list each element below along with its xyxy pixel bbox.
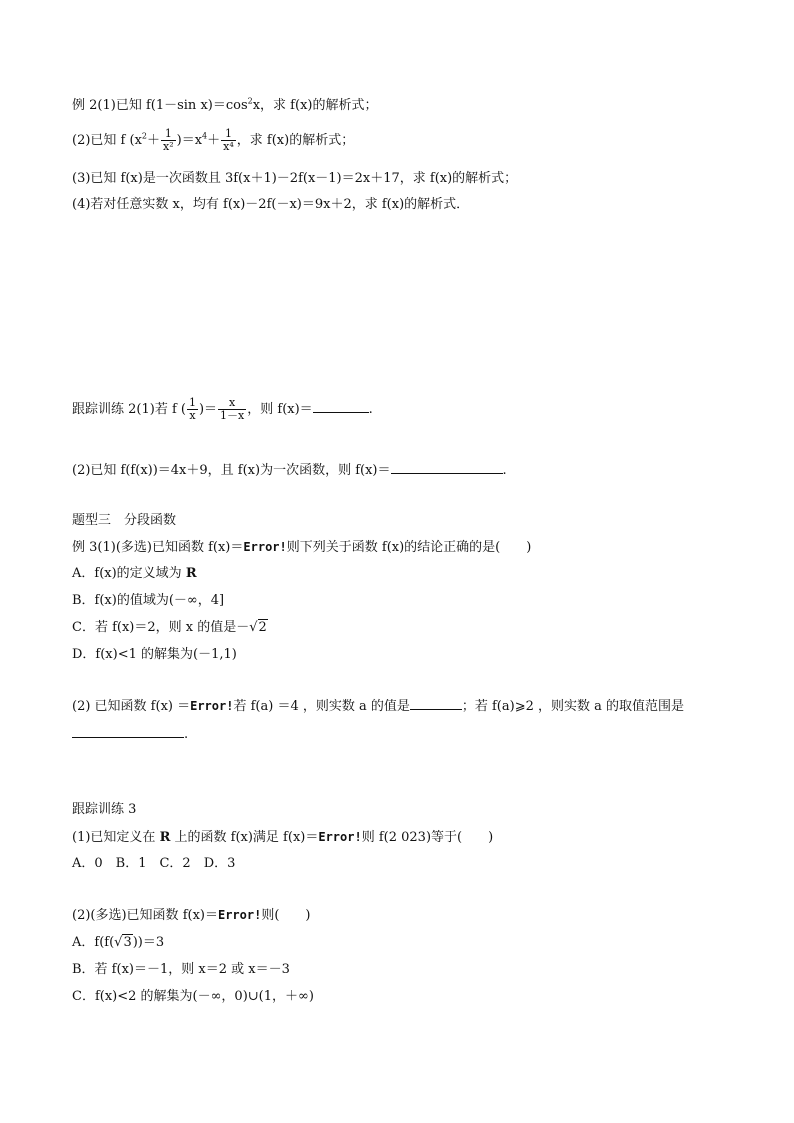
superscript: 4 bbox=[202, 131, 208, 141]
text: 则 f(2 023)等于( ) bbox=[361, 830, 494, 845]
error-placeholder: Error! bbox=[243, 540, 287, 554]
bold-text: R bbox=[185, 566, 197, 581]
ex2-line2 bbox=[72, 128, 354, 153]
text: A．f(x)的定义域为 bbox=[72, 566, 186, 581]
text: ＋ bbox=[207, 133, 221, 148]
track3-option-c: C．f(x)<2 的解集为(－∞，0)∪(1，＋∞) bbox=[72, 989, 314, 1004]
radicand: 2 bbox=[258, 620, 267, 635]
text: C．若 f(x)＝2，则 x 的值是－ bbox=[72, 620, 250, 635]
radicand: 3 bbox=[123, 935, 132, 950]
denominator: x² bbox=[163, 140, 174, 153]
superscript: 2 bbox=[247, 96, 253, 106]
answer-blank[interactable] bbox=[391, 461, 503, 474]
text: A．f(f( bbox=[72, 935, 115, 950]
text: (2) 已知函数 f(x) ＝ bbox=[72, 699, 191, 714]
ex3-q2-continued bbox=[72, 725, 188, 744]
ex3-q2 bbox=[72, 697, 684, 716]
text: ，则 f(x)＝ bbox=[247, 402, 313, 417]
text: . bbox=[368, 402, 373, 417]
numerator: 1 bbox=[224, 127, 232, 140]
text: x，求 f(x)的解析式； bbox=[252, 98, 378, 113]
fraction bbox=[161, 128, 176, 153]
text: ))＝3 bbox=[132, 935, 165, 950]
answer-blank[interactable] bbox=[410, 697, 462, 710]
ex2-line1 bbox=[72, 97, 377, 115]
ex3-q1 bbox=[72, 538, 531, 557]
text: (2)已知 f(f(x))＝4x＋9，且 f(x)为一次函数，则 f(x)＝ bbox=[72, 463, 391, 478]
text: (2)(多选)已知函数 f(x)＝ bbox=[72, 908, 218, 923]
sqrt: √3 bbox=[114, 935, 132, 950]
bold-text: R bbox=[159, 830, 171, 845]
text: ，求 f(x)的解析式； bbox=[236, 133, 355, 148]
text: )＝x bbox=[176, 133, 203, 148]
text: (2)已知 f (x bbox=[72, 133, 142, 148]
numerator: 1 bbox=[188, 396, 196, 409]
track3-q1-options: A．0 B．1 C．2 D．3 bbox=[72, 856, 236, 871]
error-placeholder: Error! bbox=[217, 908, 262, 922]
fraction bbox=[221, 128, 236, 153]
fraction bbox=[187, 397, 198, 422]
text: . bbox=[184, 727, 189, 742]
fraction bbox=[218, 397, 246, 422]
track2-line1 bbox=[72, 397, 373, 422]
error-placeholder: Error! bbox=[190, 699, 234, 713]
track2-line2 bbox=[72, 461, 507, 480]
text: ；若 f(a)⩾2 ，则实数 a 的取值范围是 bbox=[461, 699, 685, 714]
numerator: 1 bbox=[164, 127, 172, 140]
text: (1)已知定义在 bbox=[72, 830, 160, 845]
text: 跟踪训练 2(1)若 f ( bbox=[72, 402, 186, 417]
track3-q2 bbox=[72, 906, 311, 925]
sqrt: √2 bbox=[249, 620, 267, 635]
track3-heading: 跟踪训练 3 bbox=[72, 802, 137, 817]
ex3-option-a bbox=[72, 565, 197, 583]
text: ＋ bbox=[147, 133, 161, 148]
error-placeholder: Error! bbox=[318, 830, 362, 844]
text: 则下列关于函数 f(x)的结论正确的是( ) bbox=[286, 540, 532, 555]
track3-q1 bbox=[72, 828, 493, 847]
text: )＝ bbox=[198, 402, 218, 417]
track3-option-a bbox=[72, 934, 164, 952]
ex2-line3: (3)已知 f(x)是一次函数且 3f(x＋1)－2f(x－1)＝2x＋17，求 f(x)的解析式； bbox=[72, 171, 518, 186]
denominator: x⁴ bbox=[223, 140, 234, 153]
track3-option-b: B．若 f(x)＝－1，则 x＝2 或 x＝－3 bbox=[72, 962, 290, 977]
numerator: x bbox=[229, 396, 236, 409]
ex3-option-d: D．f(x)<1 的解集为(－1,1) bbox=[72, 647, 237, 662]
ex2-line4: (4)若对任意实数 x，均有 f(x)－2f(－x)＝9x＋2，求 f(x)的解析式． bbox=[72, 197, 470, 212]
text: 上的函数 f(x)满足 f(x)＝ bbox=[170, 830, 319, 845]
superscript: 2 bbox=[141, 131, 147, 141]
text: 若 f(a) ＝4 ，则实数 a 的值是 bbox=[233, 699, 410, 714]
ex3-option-c bbox=[72, 619, 268, 637]
text: 例 2(1)已知 f(1－sin x)＝cos bbox=[72, 98, 248, 113]
answer-blank[interactable] bbox=[313, 400, 369, 413]
text: 例 3(1)(多选)已知函数 f(x)＝ bbox=[72, 540, 244, 555]
text: . bbox=[502, 463, 507, 478]
answer-blank[interactable] bbox=[72, 725, 184, 738]
denominator: 1－x bbox=[220, 409, 245, 422]
text: 则( ) bbox=[261, 908, 311, 923]
denominator: x bbox=[187, 409, 198, 422]
ex3-option-b: B．f(x)的值域为(－∞，4] bbox=[72, 593, 225, 608]
type3-heading: 题型三 分段函数 bbox=[72, 513, 177, 528]
